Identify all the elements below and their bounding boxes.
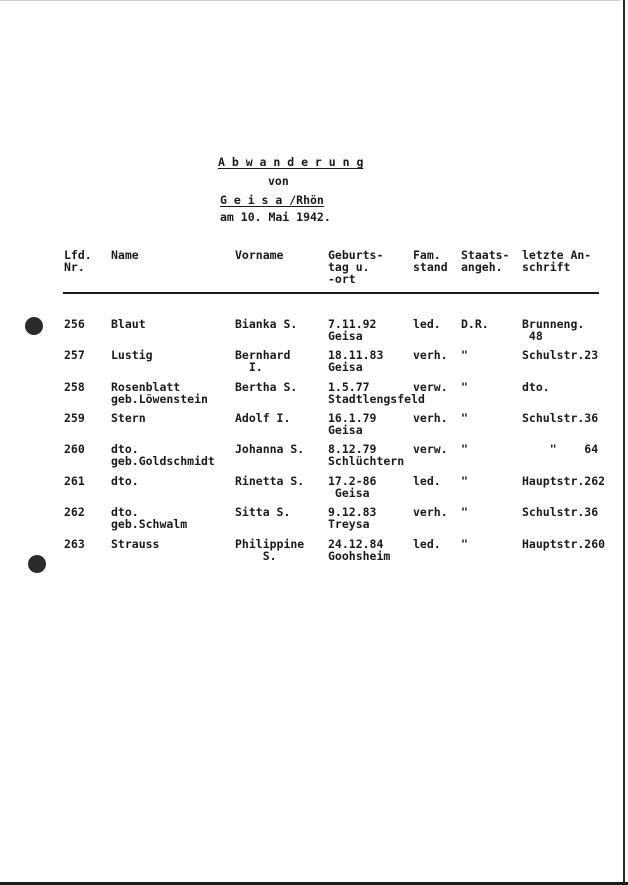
punch-hole-top (25, 317, 43, 335)
column-header-nr (64, 249, 92, 273)
column-header-line: Fam. (413, 248, 441, 262)
surname: dto. geb.Goldschmidt (111, 442, 215, 468)
citizenship: " (461, 348, 468, 362)
row-number: 258 (64, 380, 85, 394)
first-name: Rinetta S. (235, 474, 305, 488)
marital-status: verw. (413, 442, 448, 456)
birth-date-place: 8.12.79 Schlüchtern (328, 442, 405, 468)
column-header-geburt (328, 249, 383, 285)
birth-date-place: 1.5.77 Stadtlengsfeld (328, 380, 425, 406)
surname: dto. (111, 474, 139, 488)
marital-status: verh. (413, 348, 448, 362)
document-date: am 10. Mai 1942. (220, 210, 331, 224)
birth-date-place: 9.12.83 Treysa (328, 505, 377, 531)
surname: Lustig (111, 348, 153, 362)
row-number: 259 (64, 411, 85, 425)
first-name: Bernhard I. (235, 348, 291, 374)
last-address: dto. (522, 380, 550, 394)
first-name: Adolf I. (235, 411, 291, 425)
last-address: Schulstr.36 (522, 505, 599, 519)
citizenship: D.R. (461, 317, 489, 331)
marital-status: verw. (413, 380, 448, 394)
marital-status: verh. (413, 411, 448, 425)
column-header-fam (413, 249, 448, 273)
marital-status: verh. (413, 505, 448, 519)
row-number: 260 (64, 442, 85, 456)
document-title: A b w a n d e r u n g (218, 155, 364, 169)
surname: Stern (111, 411, 146, 425)
birth-date-place: 17.2-86 Geisa (328, 474, 377, 500)
last-address: Hauptstr.262 (522, 474, 606, 488)
column-header-line: Staats- (461, 248, 510, 262)
surname: Strauss (111, 537, 160, 551)
row-number: 262 (64, 505, 85, 519)
row-number: 261 (64, 474, 85, 488)
column-header-line: angeh. (461, 260, 503, 274)
citizenship: " (461, 505, 468, 519)
last-address: Hauptstr.260 (522, 537, 606, 551)
punch-hole-bottom (28, 555, 46, 573)
column-header-line: schrift (522, 260, 571, 274)
first-name: Philippine S. (235, 537, 305, 563)
column-header-line: Vorname (235, 248, 284, 262)
citizenship: " (461, 474, 468, 488)
row-number: 257 (64, 348, 85, 362)
birth-date-place: 24.12.84 Goohsheim (328, 537, 391, 563)
column-header-vorname (235, 249, 283, 261)
scan-edge-top (0, 0, 620, 1)
place-name: G e i s a /Rhön (220, 193, 324, 207)
citizenship: " (461, 442, 468, 456)
column-header-line: Lfd. (64, 248, 92, 262)
column-header-line: letzte An- (522, 248, 592, 262)
column-header-line: Nr. (64, 260, 85, 274)
column-header-line: -ort (328, 272, 356, 286)
marital-status: led. (413, 474, 441, 488)
column-header-name (111, 249, 139, 261)
first-name: Bertha S. (235, 380, 298, 394)
last-address: Schulstr.23 (522, 348, 599, 362)
citizenship: " (461, 380, 468, 394)
column-header-staat (461, 249, 509, 273)
surname: Blaut (111, 317, 146, 331)
birth-date-place: 7.11.92 Geisa (328, 317, 377, 343)
column-header-line: stand (413, 260, 448, 274)
header-rule (63, 292, 599, 294)
first-name: Johanna S. (235, 442, 305, 456)
citizenship: " (461, 537, 468, 551)
birth-date-place: 18.11.83 Geisa (328, 348, 384, 374)
surname: dto. geb.Schwalm (111, 505, 188, 531)
last-address: Schulstr.36 (522, 411, 599, 425)
row-number: 263 (64, 537, 85, 551)
row-number: 256 (64, 317, 85, 331)
marital-status: led. (413, 537, 441, 551)
first-name: Bianka S. (235, 317, 298, 331)
citizenship: " (461, 411, 468, 425)
first-name: Sitta S. (235, 505, 291, 519)
column-header-adresse (522, 249, 591, 273)
birth-date-place: 16.1.79 Geisa (328, 411, 377, 437)
column-header-line: Geburts- (328, 248, 384, 262)
last-address: Brunneng. 48 (522, 317, 585, 343)
scan-edge-right (623, 0, 625, 885)
last-address: " 64 (522, 442, 599, 456)
surname: Rosenblatt geb.Löwenstein (111, 380, 208, 406)
column-header-line: tag u. (328, 260, 370, 274)
marital-status: led. (413, 317, 441, 331)
column-header-line: Name (111, 248, 139, 262)
title-von: von (268, 174, 289, 188)
